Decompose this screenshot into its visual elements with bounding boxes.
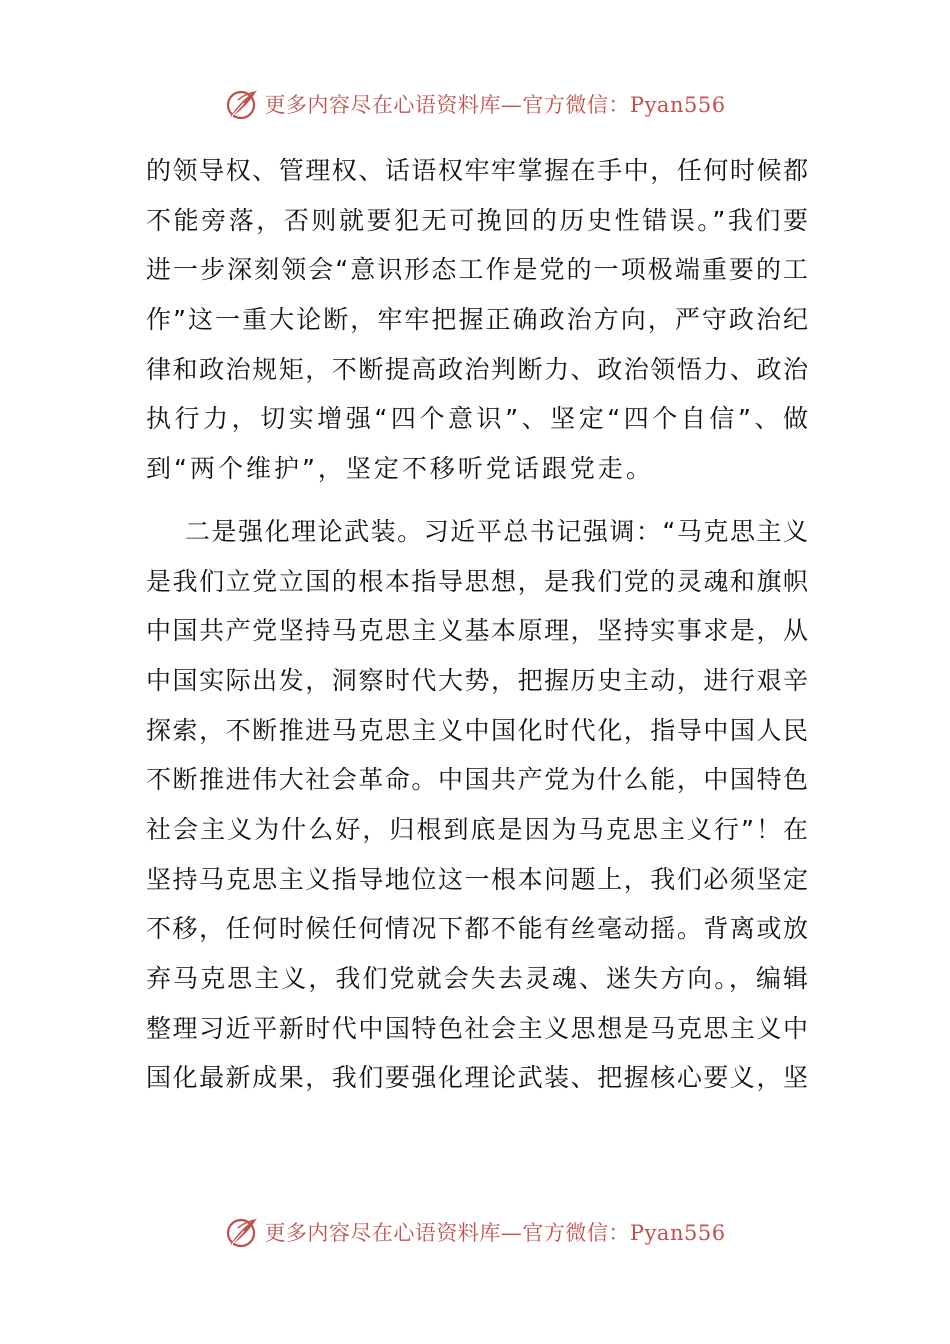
document-body xyxy=(146,146,808,1103)
text-line: 不移，任何时候任何情况下都不能有丝毫动摇。背离或放 xyxy=(146,914,808,944)
text-line: 是我们立党立国的根本指导思想，是我们党的灵魂和旗帜 xyxy=(146,566,808,596)
text-line: 的领导权、管理权、话语权牢牢掌握在手中，任何时候都 xyxy=(146,156,808,185)
header-banner xyxy=(0,84,950,124)
text-line: 中国共产党坚持马克思主义基本原理，坚持实事求是，从 xyxy=(146,616,808,646)
quill-pen-icon xyxy=(224,86,260,122)
footer-banner xyxy=(0,1212,950,1252)
text-line: 弃马克思主义，我们党就会失去灵魂、迷失方向。，编辑 xyxy=(146,964,808,993)
text-line: 不能旁落，否则就要犯无可挽回的历史性错误。”我们要 xyxy=(146,205,808,235)
quill-pen-icon xyxy=(224,1214,260,1250)
text-line: 二是强化理论武装。习近平总书记强调：“马克思主义 xyxy=(185,516,808,546)
footer-banner-text: 更多内容尽在心语资料库—官方微信：Pyan556 xyxy=(264,1221,726,1245)
text-line: 作”这一重大论断，牢牢把握正确政治方向，严守政治纪 xyxy=(146,305,808,335)
paragraph-2 xyxy=(146,507,808,1103)
text-line: 探索，不断推进马克思主义中国化时代化，指导中国人民 xyxy=(146,715,808,745)
text-line: 中国实际出发，洞察时代大势，把握历史主动，进行艰辛 xyxy=(146,665,808,695)
text-line: 国化最新成果，我们要强化理论武装、把握核心要义，坚 xyxy=(146,1063,808,1093)
text-line: 律和政治规矩，不断提高政治判断力、政治领悟力、政治 xyxy=(146,354,808,384)
text-line: 到“两个维护”，坚定不移听党话跟党走。 xyxy=(146,454,654,484)
header-banner-text: 更多内容尽在心语资料库—官方微信：Pyan556 xyxy=(264,93,726,117)
text-line: 执行力，切实增强“四个意识”、坚定“四个自信”、做 xyxy=(146,404,808,434)
paragraph-1 xyxy=(146,146,808,494)
text-line: 进一步深刻领会“意识形态工作是党的一项极端重要的工 xyxy=(146,255,808,285)
text-line: 坚持马克思主义指导地位这一根本问题上，我们必须坚定 xyxy=(146,864,808,894)
text-line: 整理习近平新时代中国特色社会主义思想是马克思主义中 xyxy=(146,1013,808,1043)
text-line: 社会主义为什么好，归根到底是因为马克思主义行”！在 xyxy=(146,814,808,844)
text-line: 不断推进伟大社会革命。中国共产党为什么能，中国特色 xyxy=(146,765,808,795)
